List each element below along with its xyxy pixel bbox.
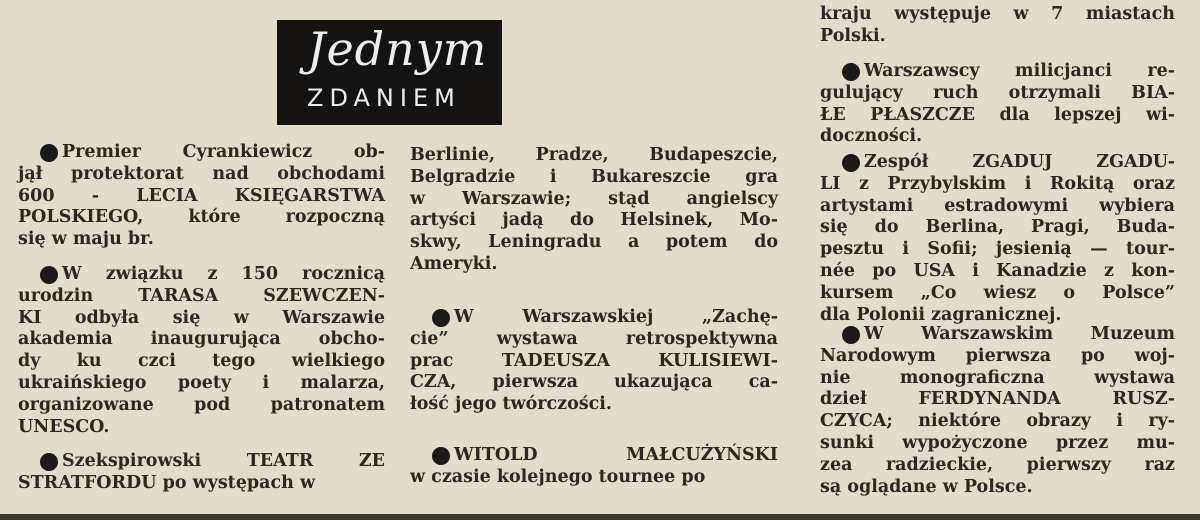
text-line: UNESCO.	[18, 416, 110, 437]
text-line: się do Berlina, Pragi, Buda-	[820, 217, 1175, 238]
text-line	[820, 324, 1175, 346]
news-item	[410, 445, 778, 489]
text-line: Ameryki.	[410, 253, 498, 274]
news-item	[18, 264, 385, 438]
text-line: CZA, pierwsza ukazująca ca-	[410, 372, 778, 393]
text-line: Berlinie, Pradze, Budapeszcie,	[410, 145, 778, 165]
text-line: ukraińskiego poety i malarza,	[18, 372, 385, 393]
section-header-jednym-zdaniem	[277, 20, 502, 125]
text-line: 600 - LECIA KSIĘGARSTWA	[18, 185, 385, 206]
news-item	[410, 145, 778, 276]
text-line: prac TADEUSZA KULISIEWI-	[410, 350, 778, 371]
text-line	[18, 451, 385, 473]
text-line: dy ku czci tego wielkiego	[18, 351, 385, 372]
bullet-dot-icon	[842, 63, 860, 81]
bullet-dot-icon	[432, 309, 450, 327]
bullet-dot-icon	[40, 266, 58, 284]
text-line: w Warszawie; stąd angielscy	[410, 188, 778, 209]
text-line	[18, 264, 385, 286]
text-line: CZYCA; niektóre obrazy i ry-	[820, 411, 1175, 432]
text-line-content: Zespół ZGADUJ ZGADU-	[864, 152, 1175, 172]
text-line	[410, 307, 778, 329]
text-line: kraju występuje w 7 miastach	[820, 4, 1175, 24]
text-line: łość jego twórczości.	[410, 394, 613, 415]
text-line: akademia inaugurująca obcho-	[18, 329, 385, 350]
text-line: Narodowym pierwsza po woj-	[820, 345, 1175, 366]
text-line: są oglądane w Polsce.	[820, 476, 1033, 497]
text-line-content: WITOLD MAŁCUŻYŃSKI	[454, 445, 778, 465]
bullet-dot-icon	[842, 326, 860, 344]
text-line-content: W Warszawskiej „Zachę-	[454, 307, 778, 327]
text-line-content: Warszawscy milicjanci re-	[864, 61, 1175, 81]
text-line-content: Szekspirowski TEATR ZE	[62, 451, 385, 471]
news-item	[820, 152, 1175, 326]
text-line: dla Polonii zagranicznej.	[820, 304, 1062, 325]
text-line: ŁE PŁASZCZE dla lepszej wi-	[820, 104, 1175, 125]
text-line: POLSKIEGO, które rozpoczną	[18, 207, 385, 228]
news-item	[820, 4, 1175, 48]
text-line-content: W związku z 150 rocznicą	[62, 264, 385, 284]
news-item	[18, 451, 385, 495]
bullet-dot-icon	[40, 453, 58, 471]
text-line: gulujący ruch otrzymali BIA-	[820, 82, 1175, 103]
text-line	[410, 445, 778, 467]
news-item	[820, 324, 1175, 498]
text-line: Belgradzie i Bukareszcie gra	[410, 166, 778, 187]
text-line	[820, 152, 1175, 174]
text-line: LI z Przybylskim i Rokitą oraz	[820, 173, 1175, 194]
text-line: doczności.	[820, 126, 923, 147]
header-caps-word: ZDANIEM	[307, 84, 461, 112]
text-line: zea radzieckie, pierwszy raz	[820, 454, 1175, 475]
text-line: pesztu i Sofii; jesienią — tour-	[820, 239, 1175, 260]
text-line: dzieł FERDYNANDA RUSZ-	[820, 389, 1175, 410]
text-line: sunki wypożyczone przez mu-	[820, 432, 1175, 453]
text-line: urodzin TARASA SZEWCZEN-	[18, 285, 385, 306]
text-line: w czasie kolejnego tournee po	[410, 466, 706, 487]
text-line: STRATFORDU po występach w	[18, 472, 316, 493]
text-line: cie” wystawa retrospektywna	[410, 328, 778, 349]
text-line-content: W Warszawskim Muzeum	[864, 324, 1175, 344]
text-line: się w maju br.	[18, 229, 154, 250]
news-item	[820, 61, 1175, 148]
bottom-rule	[0, 514, 1200, 520]
text-line: KI odbyła się w Warszawie	[18, 307, 385, 328]
news-item	[410, 307, 778, 416]
text-line: artyści jadą do Helsinek, Mo-	[410, 210, 778, 231]
text-line: skwy, Leningradu a potem do	[410, 232, 778, 253]
bullet-dot-icon	[432, 447, 450, 465]
text-line: nie monograficzna wystawa	[820, 367, 1175, 388]
text-line-content: Premier Cyrankiewicz ob-	[62, 142, 385, 162]
text-line: Polski.	[820, 25, 886, 46]
text-line	[820, 61, 1175, 83]
text-line: artystami estradowymi wybiera	[820, 195, 1175, 216]
text-line: kursem „Co wiesz o Polsce”	[820, 282, 1175, 303]
text-line: jął protektorat nad obchodami	[18, 163, 385, 184]
text-line: née po USA i Kanadzie z kon-	[820, 260, 1175, 281]
bullet-dot-icon	[842, 154, 860, 172]
text-line	[18, 142, 385, 164]
header-script-word: Jednym	[307, 22, 488, 76]
text-line: organizowane pod patronatem	[18, 394, 385, 415]
news-item	[18, 142, 385, 251]
bullet-dot-icon	[40, 144, 58, 162]
